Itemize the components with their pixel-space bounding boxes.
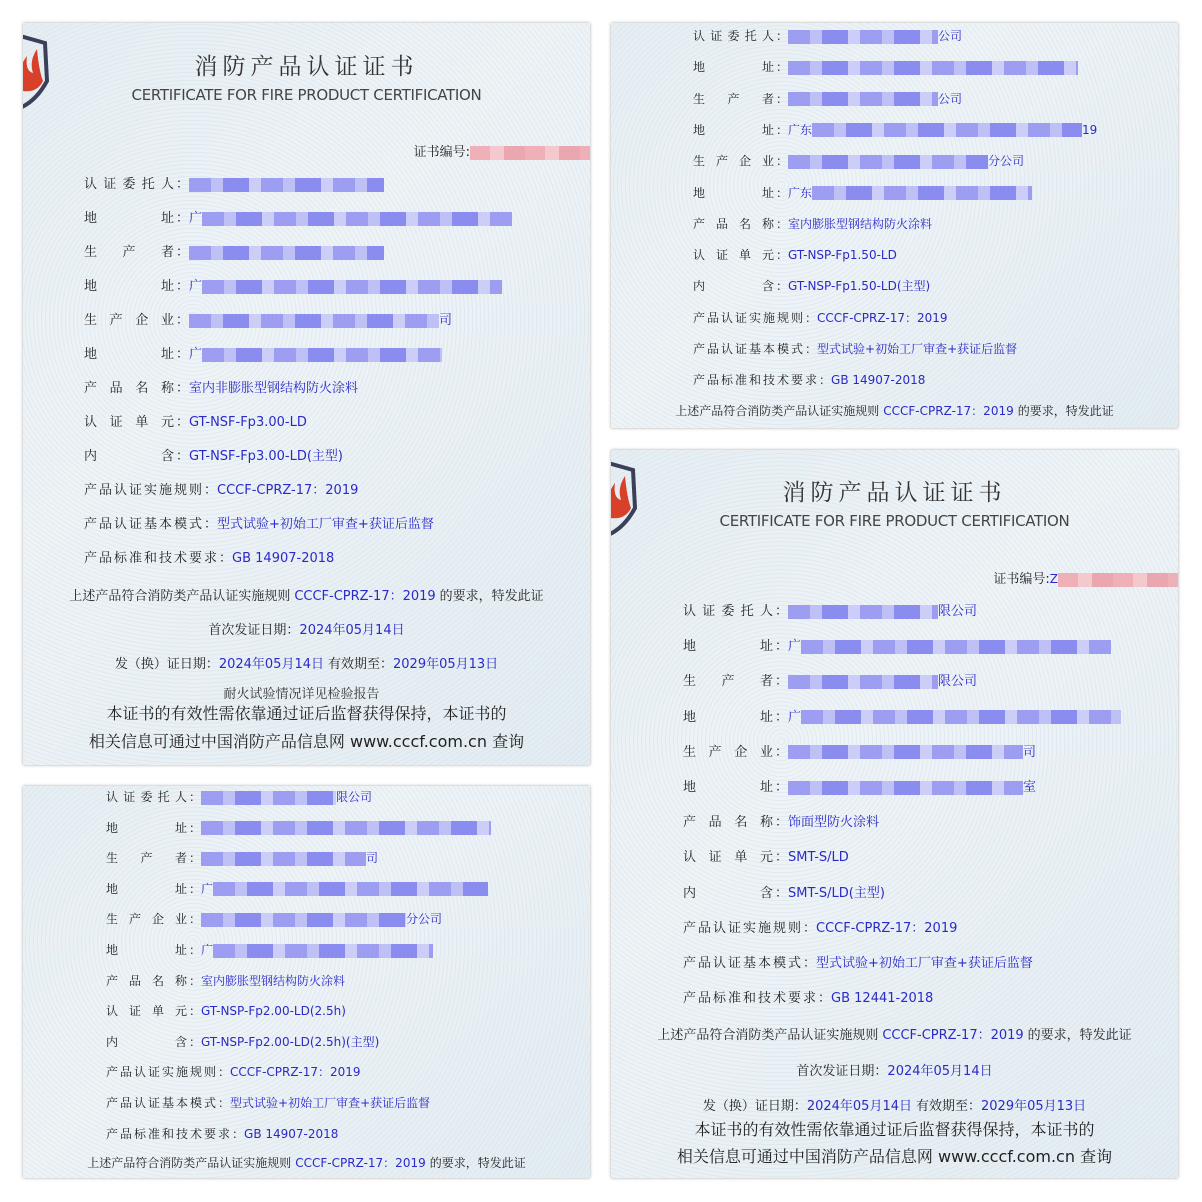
field-label: 产品标准和技术要求 — [84, 551, 220, 566]
field-label: 地址 — [683, 639, 775, 655]
field-colon: ： — [204, 517, 218, 532]
field-row — [683, 708, 1121, 728]
certificate-panel-1 — [23, 23, 590, 765]
field-row — [693, 89, 962, 109]
field-label: 生产企业 — [693, 154, 776, 169]
redacted-field — [201, 821, 491, 835]
field-label: 地址 — [106, 820, 189, 835]
redacted-field — [201, 913, 406, 927]
redacted-field — [788, 605, 938, 619]
field-row — [106, 1001, 346, 1021]
field-colon: ： — [176, 449, 190, 464]
field-row — [84, 209, 512, 229]
field-colon: ： — [218, 1096, 231, 1110]
valid-until-label: 有效期至： — [916, 1099, 982, 1114]
conformity-statement — [23, 1154, 590, 1171]
issue-date: 2024年05月14日 — [806, 1099, 912, 1114]
redacted-field — [812, 186, 1032, 200]
field-value: GB 14907-2018 — [831, 373, 926, 388]
field-label: 生产企业 — [106, 912, 189, 927]
field-value: GT-NSP-Fp1.50-LD — [788, 248, 897, 263]
field-colon: ： — [189, 1034, 202, 1049]
field-row — [106, 848, 378, 868]
field-value: 型式试验+初始工厂审查+获证后监督 — [230, 1096, 431, 1110]
field-value-suffix: 限公司 — [938, 674, 978, 690]
field-colon: ： — [189, 881, 202, 896]
field-colon: ： — [776, 29, 789, 43]
field-colon: ： — [776, 216, 789, 231]
issue-date-line — [23, 653, 590, 672]
field-colon: ： — [803, 956, 817, 971]
field-colon: ： — [776, 279, 789, 294]
field-label: 地址 — [84, 211, 176, 226]
statement-rule: CCCF-CPRZ-17：2019 — [295, 1156, 426, 1170]
field-value-suffix: 室 — [1023, 780, 1037, 795]
field-colon: ： — [818, 991, 832, 1007]
field-label: 内含 — [683, 885, 775, 901]
field-label: 认证单元 — [693, 248, 776, 263]
field-colon: ： — [775, 850, 789, 866]
field-row — [84, 243, 384, 263]
field-value-suffix: 公司 — [938, 91, 963, 106]
first-issue-date-line — [611, 1060, 1178, 1079]
field-label: 地址 — [106, 881, 189, 896]
field-label: 产品标准和技术要求 — [683, 991, 819, 1007]
redacted-field — [801, 640, 1111, 654]
redacted-field — [788, 92, 938, 106]
field-value: 型式试验+初始工厂审查+获证后监督 — [817, 342, 1018, 356]
certificate-title: 消防产品认证证书 — [782, 480, 1007, 506]
field-row — [693, 339, 1017, 359]
field-value: GT-NSP-Fp2.00-LD(2.5h)(主型) — [201, 1034, 380, 1049]
field-label: 认证委托人 — [683, 604, 775, 619]
field-value-suffix: 19 — [1082, 122, 1098, 137]
field-label: 产品认证基本模式 — [106, 1096, 219, 1110]
field-label: 地址 — [683, 780, 775, 795]
issue-date-label: 发（换）证日期： — [114, 657, 219, 672]
validity-note-line-1: 本证书的有效性需依靠通过证后监督获得保持，本证书的 — [106, 704, 507, 723]
field-value-suffix: 限公司 — [938, 604, 978, 619]
redacted-field — [202, 212, 512, 226]
redacted-field — [201, 791, 336, 805]
redacted-field — [213, 944, 433, 958]
statement-prefix: 上述产品符合消防类产品认证实施规则 — [675, 404, 880, 418]
validity-note-line-2: 相关信息可通过中国消防产品信息网 www.cccf.com.cn 查询 — [676, 1147, 1113, 1166]
field-label: 产品名称 — [106, 973, 189, 988]
statement-suffix: 的要求，特发此证 — [1017, 404, 1114, 418]
field-value: GT-NSF-Fp3.00-LD — [189, 415, 307, 430]
field-value: 饰面型防火涂料 — [788, 815, 880, 831]
field-value: 室内非膨胀型钢结构防火涂料 — [189, 381, 359, 396]
field-label: 地址 — [84, 279, 176, 294]
conformity-statement — [611, 1024, 1178, 1043]
field-row — [106, 879, 488, 899]
field-value: SMT-S/LD(主型) — [788, 885, 885, 901]
field-row — [683, 919, 957, 939]
field-value: CCCF-CPRZ-17：2019 — [816, 920, 958, 936]
field-label: 产品认证实施规则 — [683, 920, 804, 936]
field-row — [693, 214, 932, 234]
field-value: CCCF-CPRZ-17：2019 — [217, 483, 359, 498]
redacted-field — [202, 280, 502, 294]
certificate-english-title: CERTIFICATE FOR FIRE PRODUCT CERTIFICATION — [131, 86, 482, 104]
field-label: 产品认证基本模式 — [683, 956, 804, 971]
field-colon: ： — [803, 920, 817, 936]
field-colon: ： — [189, 912, 202, 927]
field-label: 产品认证实施规则 — [693, 310, 806, 325]
field-label: 生产企业 — [84, 313, 176, 328]
field-colon: ： — [776, 154, 789, 169]
certificate-number-label: 证书编号: — [413, 145, 470, 160]
field-row — [683, 778, 1036, 798]
field-row — [683, 989, 933, 1009]
field-colon: ： — [189, 1004, 202, 1019]
statement-rule: CCCF-CPRZ-17：2019 — [882, 1028, 1024, 1043]
field-colon: ： — [176, 279, 190, 294]
field-label: 生产者 — [683, 674, 775, 690]
first-issue-date: 2024年05月14日 — [299, 623, 405, 638]
issue-date-line — [611, 1095, 1178, 1114]
field-row — [84, 549, 334, 569]
field-row — [106, 940, 433, 960]
statement-prefix: 上述产品符合消防类产品认证实施规则 — [657, 1028, 879, 1043]
field-colon: ： — [176, 177, 190, 192]
certificate-panel-4 — [611, 450, 1178, 1178]
field-value-suffix: 分公司 — [406, 912, 443, 927]
field-colon: ： — [176, 211, 190, 226]
redacted-field — [788, 745, 1023, 759]
certificate-number — [414, 141, 590, 160]
certificate-panel-2 — [611, 23, 1178, 428]
field-value: GT-NSF-Fp3.00-LD(主型) — [189, 449, 343, 464]
field-row — [683, 602, 977, 622]
field-label: 地址 — [693, 122, 776, 137]
field-colon: ： — [775, 604, 789, 619]
certificate-number-label: 证书编号: — [993, 572, 1050, 587]
redacted-field — [189, 246, 384, 260]
field-colon: ： — [218, 1065, 231, 1080]
redacted-certificate-number — [470, 146, 590, 160]
field-row — [693, 276, 930, 296]
field-label: 产品认证基本模式 — [84, 517, 205, 532]
field-row — [693, 151, 1024, 171]
redacted-certificate-number — [1058, 573, 1178, 587]
field-colon: ： — [189, 973, 202, 988]
field-colon: ： — [775, 639, 789, 655]
field-row — [106, 1062, 361, 1082]
field-value: 广 — [788, 709, 802, 725]
statement-suffix: 的要求，特发此证 — [1027, 1028, 1132, 1043]
redacted-field — [202, 348, 442, 362]
field-colon: ： — [176, 415, 190, 430]
field-label: 内含 — [693, 279, 776, 294]
field-colon: ： — [176, 381, 190, 396]
field-row — [84, 175, 384, 195]
redacted-field — [213, 882, 488, 896]
redacted-field — [812, 123, 1082, 137]
field-row — [693, 245, 897, 265]
field-value-suffix: 司 — [366, 851, 379, 866]
field-colon: ： — [776, 248, 789, 263]
issue-date-label: 发（换）证日期： — [702, 1099, 807, 1114]
field-row — [683, 954, 1033, 974]
field-colon: ： — [776, 185, 789, 200]
field-row — [106, 909, 442, 929]
valid-until-label: 有效期至： — [328, 657, 394, 672]
field-row — [84, 481, 358, 501]
validity-note-line-2: 相关信息可通过中国消防产品信息网 www.cccf.com.cn 查询 — [88, 732, 525, 751]
field-label: 产品认证实施规则 — [84, 483, 205, 498]
field-label: 生产者 — [106, 851, 189, 866]
certificate-english-title: CERTIFICATE FOR FIRE PRODUCT CERTIFICATION — [719, 512, 1070, 530]
redacted-field — [201, 852, 366, 866]
field-label: 认证单元 — [683, 850, 775, 866]
field-label: 内含 — [106, 1034, 189, 1049]
certificate-number-value: Z — [1049, 572, 1058, 586]
field-value: 广 — [189, 347, 203, 362]
field-colon: ： — [819, 373, 832, 388]
field-label: 产品名称 — [84, 381, 176, 396]
field-colon: ： — [189, 851, 202, 866]
field-row — [84, 311, 452, 331]
field-colon: ： — [776, 60, 789, 75]
field-label: 认证单元 — [106, 1004, 189, 1019]
redacted-field — [788, 155, 988, 169]
validity-note-line-1: 本证书的有效性需依靠通过证后监督获得保持，本证书的 — [694, 1120, 1095, 1139]
field-colon: ： — [775, 885, 789, 901]
statement-suffix: 的要求，特发此证 — [429, 1156, 526, 1170]
field-label: 认证单元 — [84, 415, 176, 430]
field-value: GT-NSP-Fp2.00-LD(2.5h) — [201, 1004, 346, 1019]
statement-suffix: 的要求，特发此证 — [439, 589, 544, 604]
field-colon: ： — [189, 790, 202, 804]
field-label: 地址 — [693, 185, 776, 200]
field-value: 广 — [788, 639, 802, 655]
field-value: SMT-S/LD — [788, 850, 849, 866]
field-row — [106, 787, 372, 807]
redacted-field — [788, 781, 1023, 795]
field-label: 地址 — [693, 60, 776, 75]
field-value: 广东 — [788, 122, 813, 137]
field-value: 型式试验+初始工厂审查+获证后监督 — [217, 517, 434, 532]
field-value-suffix: 司 — [439, 313, 453, 328]
field-row — [84, 447, 343, 467]
field-value: 型式试验+初始工厂审查+获证后监督 — [816, 956, 1033, 971]
field-label: 产品标准和技术要求 — [106, 1126, 233, 1141]
field-row — [84, 345, 442, 365]
field-row — [84, 515, 434, 535]
field-row — [683, 743, 1036, 763]
field-label: 地址 — [683, 709, 775, 725]
field-value: 室内膨胀型钢结构防火涂料 — [788, 216, 933, 231]
field-row — [693, 120, 1097, 140]
field-label: 认证委托人 — [693, 29, 776, 43]
field-label: 生产者 — [84, 245, 176, 260]
field-value: GT-NSP-Fp1.50-LD(主型) — [788, 279, 931, 294]
field-colon: ： — [232, 1126, 245, 1141]
redacted-field — [189, 314, 439, 328]
certificate-number — [993, 568, 1178, 587]
field-row — [683, 848, 849, 868]
field-value: GB 12441-2018 — [831, 991, 934, 1007]
field-colon: ： — [204, 483, 218, 498]
field-value: CCCF-CPRZ-17：2019 — [817, 310, 948, 325]
field-row — [693, 370, 925, 390]
field-row — [693, 183, 1032, 203]
field-label: 内含 — [84, 449, 176, 464]
field-row — [683, 637, 1111, 657]
statement-rule: CCCF-CPRZ-17：2019 — [883, 404, 1014, 418]
field-value-suffix: 司 — [1023, 744, 1037, 760]
field-value-suffix: 分公司 — [988, 154, 1025, 169]
field-row — [693, 308, 948, 328]
field-row — [683, 672, 977, 692]
field-value: 室内膨胀型钢结构防火涂料 — [201, 973, 346, 988]
field-row — [106, 1124, 338, 1144]
fire-test-note: 耐火试验情况详见检验报告 — [223, 687, 380, 702]
field-label: 生产者 — [693, 91, 776, 106]
first-issue-date-line — [23, 619, 590, 638]
field-value: 广 — [201, 881, 214, 896]
field-colon: ： — [805, 342, 818, 356]
field-row — [683, 884, 885, 904]
statement-prefix: 上述产品符合消防类产品认证实施规则 — [87, 1156, 292, 1170]
first-issue-date-label: 首次发证日期： — [208, 623, 300, 638]
field-colon: ： — [776, 91, 789, 106]
statement-rule: CCCF-CPRZ-17：2019 — [294, 589, 436, 604]
field-label: 产品认证实施规则 — [106, 1065, 219, 1080]
field-label: 认证委托人 — [106, 790, 189, 804]
redacted-field — [801, 710, 1121, 724]
conformity-statement — [611, 402, 1178, 419]
field-row — [106, 1032, 379, 1052]
valid-until-date: 2029年05月13日 — [393, 657, 499, 672]
field-row — [84, 379, 358, 399]
field-value: 广 — [189, 279, 203, 294]
field-label: 产品认证基本模式 — [693, 342, 806, 356]
field-row — [106, 1093, 430, 1113]
field-value: 广 — [201, 943, 214, 957]
first-issue-date-label: 首次发证日期： — [796, 1064, 888, 1079]
field-label: 地址 — [106, 943, 189, 957]
field-colon: ： — [176, 245, 190, 260]
field-colon: ： — [775, 815, 789, 831]
field-label: 认证委托人 — [84, 177, 176, 192]
field-row — [683, 813, 879, 833]
field-colon: ： — [775, 744, 789, 760]
field-row — [693, 26, 962, 46]
field-value: GB 14907-2018 — [232, 551, 335, 566]
certificate-title: 消防产品认证证书 — [194, 54, 419, 80]
field-label: 地址 — [84, 347, 176, 362]
field-label: 生产企业 — [683, 744, 775, 760]
field-row — [693, 57, 1078, 77]
first-issue-date: 2024年05月14日 — [887, 1064, 993, 1079]
field-value-suffix: 限公司 — [336, 790, 373, 804]
field-colon: ： — [176, 347, 190, 362]
field-colon: ： — [775, 780, 789, 795]
field-value: CCCF-CPRZ-17：2019 — [230, 1065, 361, 1080]
field-row — [84, 277, 502, 297]
conformity-statement — [23, 585, 590, 604]
redacted-field — [189, 178, 384, 192]
field-colon: ： — [805, 310, 818, 325]
field-row — [106, 971, 345, 991]
field-value: 广 — [189, 211, 203, 226]
issue-date: 2024年05月14日 — [218, 657, 324, 672]
field-row — [106, 818, 491, 838]
field-colon: ： — [189, 820, 202, 835]
field-label: 产品标准和技术要求 — [693, 373, 820, 388]
redacted-field — [788, 61, 1078, 75]
field-colon: ： — [219, 551, 233, 566]
field-row — [84, 413, 307, 433]
field-colon: ： — [176, 313, 190, 328]
field-value: GB 14907-2018 — [244, 1126, 339, 1141]
field-label: 产品名称 — [683, 815, 775, 831]
field-value-suffix: 公司 — [938, 29, 963, 43]
redacted-field — [788, 675, 938, 689]
certificate-panel-3 — [23, 786, 590, 1178]
field-label: 产品名称 — [693, 216, 776, 231]
redacted-field — [788, 30, 938, 44]
field-colon: ： — [775, 674, 789, 690]
field-colon: ： — [189, 943, 202, 957]
field-value: 广东 — [788, 185, 813, 200]
field-colon: ： — [775, 709, 789, 725]
valid-until-date: 2029年05月13日 — [981, 1099, 1087, 1114]
field-colon: ： — [776, 122, 789, 137]
statement-prefix: 上述产品符合消防类产品认证实施规则 — [69, 589, 291, 604]
